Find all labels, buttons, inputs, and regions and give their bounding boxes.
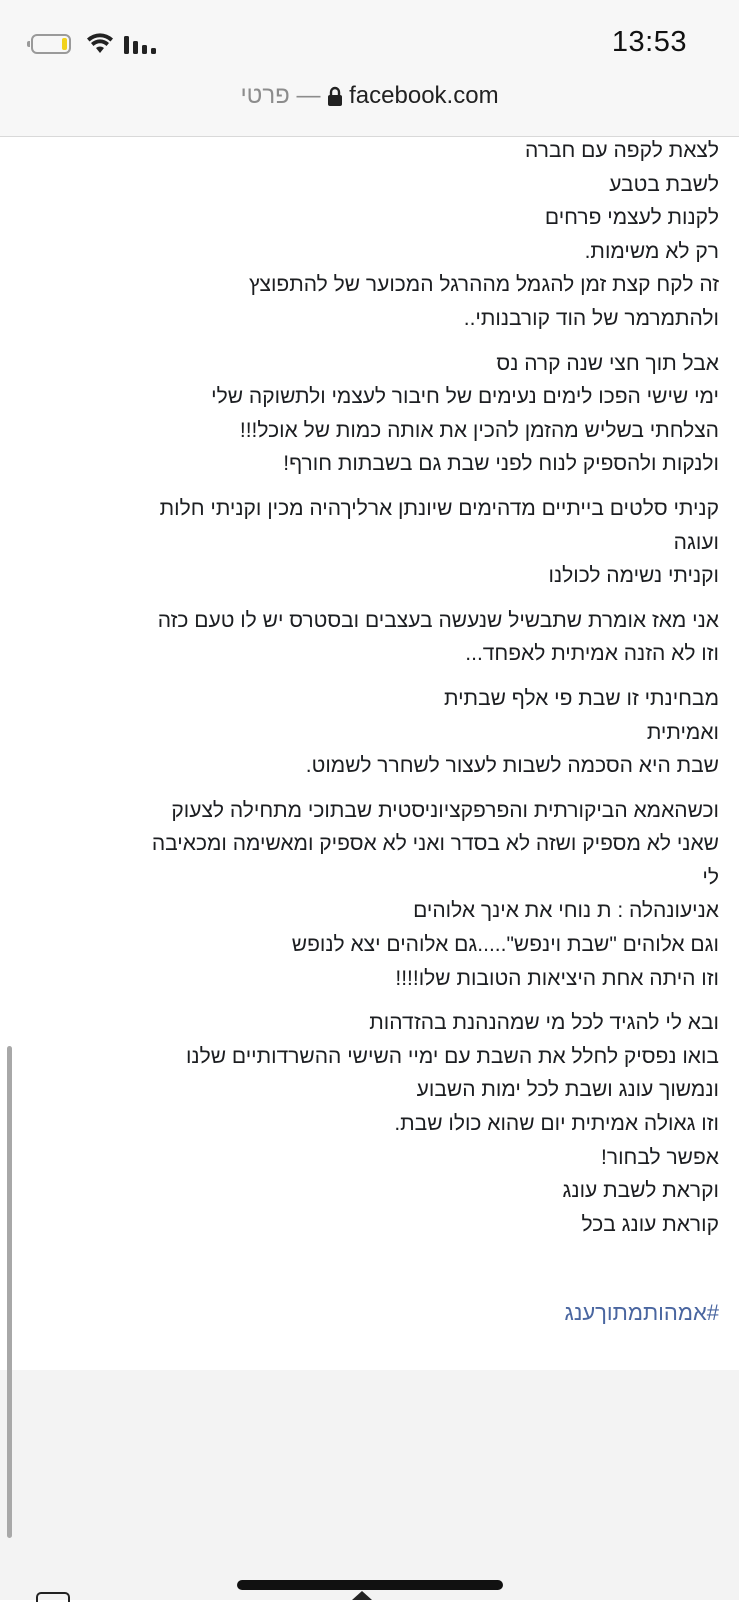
share-icon[interactable] (352, 1591, 372, 1600)
url-domain: facebook.com (349, 82, 499, 109)
text-line: לי (702, 865, 719, 889)
text-line: ולהתמרמר של הוד קורבנותי.. (463, 306, 719, 330)
text-line: וזו גאולה אמיתית יום שהוא כולו שבת. (394, 1112, 719, 1136)
text-line: לשבת בטבע (609, 172, 719, 196)
text-line: וקראת לשבת עונג (562, 1179, 719, 1203)
private-label: פרטי (240, 82, 290, 109)
text-line: לצאת לקפה עם חברה (525, 139, 719, 162)
text-line: וזו לא הזנה אמיתית לאפחד... (465, 642, 719, 666)
text-line: ובא לי להגיד לכל מי שמהנהנת בהזדהות (369, 1011, 719, 1035)
text-line: קניתי סלטים בייתיים מדהימים שיונתן ארליךהיה מכין וקניתי חלות (159, 496, 719, 520)
text-line: לקנות לעצמי פרחים (544, 206, 719, 230)
feed-background (0, 1370, 739, 1600)
paragraph (19, 137, 719, 336)
text-line: זה לקח קצת זמן להגמל מההרגל המכוער של להתפוצץ (248, 273, 719, 297)
status-time: 13:53 (611, 26, 687, 58)
text-line: אניעונהלה : ת נוחי את אינך אלוהים (413, 899, 719, 923)
tabs-icon[interactable] (36, 1592, 70, 1602)
text-line: אני מאז אומרת שתבשיל שנעשה בעצבים ובסטרס יש לו טעם כזה (157, 608, 719, 632)
text-line: ונמשוך עונג ושבת לכל ימות השבוע (416, 1078, 719, 1102)
home-indicator[interactable] (237, 1580, 503, 1590)
battery-icon (31, 34, 71, 54)
text-line: מבחינתי זו שבת פי אלף שבתית (444, 686, 719, 710)
wifi-icon (86, 33, 114, 55)
text-line: ואמיתית (646, 720, 719, 744)
paragraph (19, 604, 719, 671)
signal-icon (124, 34, 160, 56)
hashtag-link[interactable]: #אמהותמתוךענג (564, 1300, 719, 1325)
paragraph (19, 682, 719, 783)
browser-top-bar (0, 0, 739, 137)
text-line: שבת היא הסכמה לשבות לעצור לשחרר לשמוט. (305, 754, 719, 778)
post-content (0, 137, 739, 1337)
text-line: ועוגה (673, 530, 719, 554)
text-line: בואו נפסיק לחלל את השבת עם ימיי השישי ההשרדותיים שלנו (185, 1044, 719, 1068)
post-text (19, 137, 719, 1252)
text-line: רק לא משימות. (584, 239, 719, 263)
paragraph (19, 1006, 719, 1241)
url-separator: — (296, 82, 321, 109)
text-line: אפשר לבחור! (601, 1145, 719, 1169)
text-line: וזו היתה אחת היציאות הטובות שלו!!!! (395, 966, 719, 990)
text-line: וקניתי נשימה לכולנו (548, 564, 719, 588)
text-line: אבל תוך חצי שנה קרה נס (496, 351, 719, 375)
paragraph (19, 492, 719, 593)
lock-icon (327, 86, 343, 106)
text-line: וכשהאמא הביקורתית והפרפקציוניסטית שבתוכי מתחילה לצעוק (171, 798, 719, 822)
text-line: קוראת עונג בכל (581, 1212, 719, 1236)
text-line: שאני לא מספיק ושזה לא בסדר ואני לא אספיק ומאשימה ומכאיבה (151, 832, 719, 856)
url-bar[interactable] (0, 82, 739, 110)
paragraph (19, 794, 719, 996)
text-line: הצלחתי בשליש מהזמן להכין את אותה כמות של אוכל!!! (239, 418, 719, 442)
paragraph (19, 347, 719, 481)
scrollbar[interactable] (7, 1046, 12, 1538)
text-line: וגם אלוהים "שבת וינפש".....גם אלוהים יצא לנופש (291, 933, 719, 957)
text-line: ימי שישי הפכו לימים נעימים של חיבור לעצמי ולתשוקה שלי (211, 385, 719, 409)
text-line: ולנקות ולהספיק לנוח לפני שבת גם בשבתות חורף! (283, 452, 719, 476)
